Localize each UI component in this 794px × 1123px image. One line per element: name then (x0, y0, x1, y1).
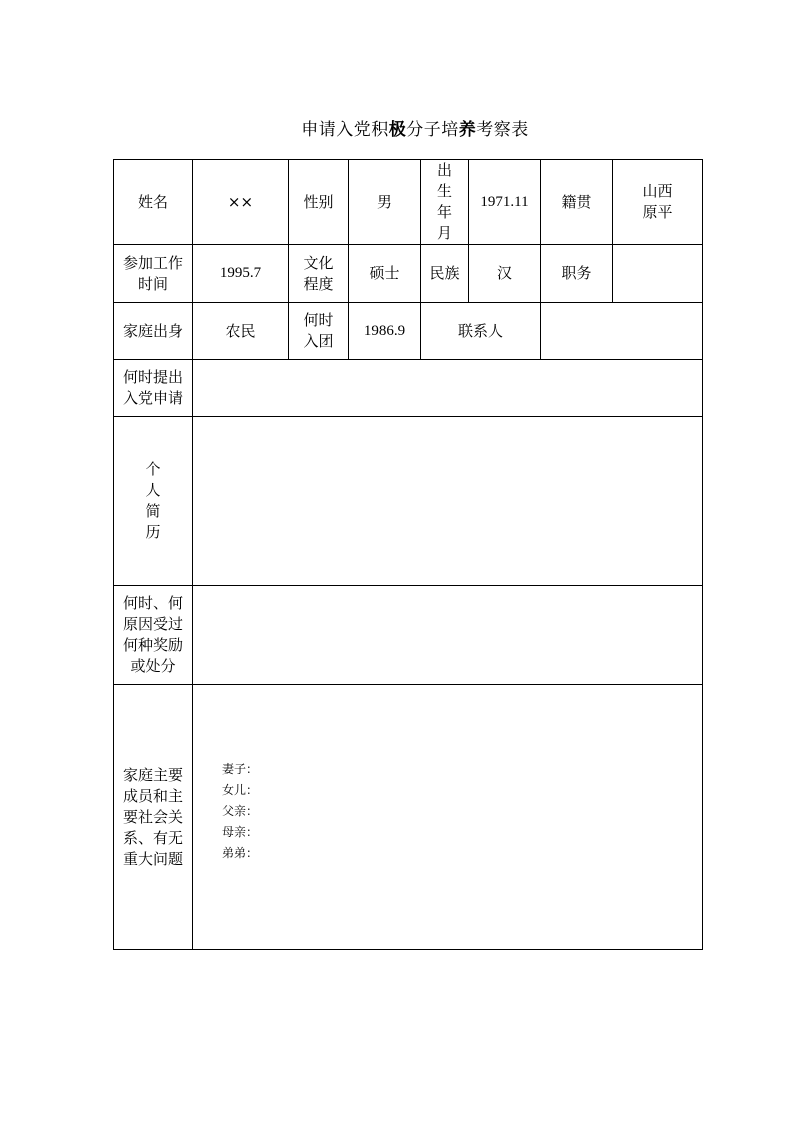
application-date-value (193, 360, 703, 417)
row-family-relations (114, 685, 703, 950)
row-resume (114, 417, 703, 586)
work-start-value: 1995.7 (193, 245, 289, 303)
row-family-info (114, 303, 703, 360)
row-work-info (114, 245, 703, 303)
resume-label (114, 417, 193, 586)
member-father: 父亲： (222, 804, 259, 818)
gender-label: 性别 (289, 160, 349, 245)
birth-value: 1971.11 (469, 160, 541, 245)
rewards-punishments-value (193, 586, 703, 685)
row-rewards-punishments (114, 586, 703, 685)
row-application-date (114, 360, 703, 417)
member-daughter: 女儿： (222, 783, 259, 797)
resume-label-char: 人 (145, 481, 161, 499)
member-mother: 母亲： (222, 825, 259, 839)
position-label: 职务 (541, 245, 613, 303)
family-relations-label: 家庭主要成员和主要社会关系、有无重大问题 (114, 685, 193, 950)
name-value: ×× (193, 160, 289, 245)
ethnicity-label: 民族 (421, 245, 469, 303)
resume-label-char: 简 (145, 502, 161, 520)
member-brother: 弟弟： (222, 846, 259, 860)
league-join-value: 1986.9 (349, 303, 421, 360)
contact-person-value (541, 303, 703, 360)
birth-label: 出生年月 (421, 160, 469, 245)
ethnicity-value: 汉 (469, 245, 541, 303)
family-members-list (193, 685, 702, 875)
application-date-label: 何时提出入党申请 (114, 360, 193, 417)
row-basic-info (114, 160, 703, 245)
native-place-value: 山西原平 (613, 160, 703, 245)
member-wife: 妻子： (222, 762, 259, 776)
assessment-form-table (113, 159, 703, 950)
name-label: 姓名 (114, 160, 193, 245)
family-origin-label: 家庭出身 (114, 303, 193, 360)
resume-label-char: 历 (145, 523, 161, 541)
resume-label-char: 个 (145, 460, 161, 478)
native-place-label: 籍贯 (541, 160, 613, 245)
position-value (613, 245, 703, 303)
work-start-label: 参加工作时间 (114, 245, 193, 303)
family-origin-value: 农民 (193, 303, 289, 360)
league-join-label: 何时入团 (289, 303, 349, 360)
family-relations-value (193, 685, 703, 950)
contact-person-label: 联系人 (421, 303, 541, 360)
page-title: 申请入党积极分子培养考察表 (301, 120, 529, 140)
gender-value: 男 (349, 160, 421, 245)
rewards-punishments-label: 何时、何原因受过何种奖励或处分 (114, 586, 193, 685)
education-value: 硕士 (349, 245, 421, 303)
resume-value (193, 417, 703, 586)
education-label: 文化程度 (289, 245, 349, 303)
